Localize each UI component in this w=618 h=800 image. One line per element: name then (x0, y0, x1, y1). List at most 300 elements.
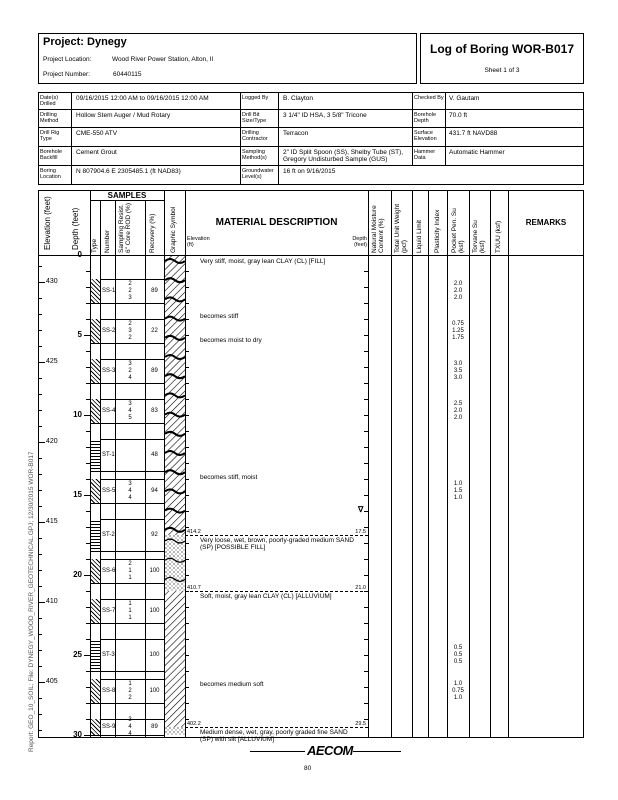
elevation-tick (38, 586, 42, 587)
recovery-value: 92 (151, 532, 158, 538)
clay-symbol (165, 591, 185, 727)
pocket-pen-value: 1.0 (453, 495, 463, 501)
sample-type-symbol (91, 279, 100, 303)
elevation-tick (38, 554, 42, 555)
elevation-tick (38, 698, 42, 699)
blow-count: 4 (128, 495, 132, 501)
desc-tick (364, 271, 368, 272)
sample-boundary (90, 671, 164, 672)
sample-boundary (90, 303, 164, 304)
depth-tick (86, 607, 90, 608)
sample-number: SS-2 (102, 328, 116, 334)
desc-tick (185, 303, 189, 304)
recovery-value: 100 (149, 652, 160, 658)
depth-tick (84, 575, 90, 576)
blow-count: 2 (128, 321, 132, 327)
desc-tick (185, 655, 189, 656)
desc-tick (185, 495, 189, 496)
desc-tick (364, 495, 368, 496)
depth-tick (86, 543, 90, 544)
project-title: Project: Dynegy (43, 36, 127, 48)
desc-tick (185, 447, 189, 448)
pocket-pen-value: 0.5 (453, 659, 463, 665)
recovery-value: 100 (149, 568, 160, 574)
project-location-label: Project Location: (43, 56, 92, 63)
elevation-tick (38, 314, 42, 315)
info-label: Drilling Contractor (242, 130, 268, 142)
depth-tick (86, 287, 90, 288)
info-value: V. Gautam (449, 95, 480, 102)
blow-count: 4 (128, 408, 132, 414)
desc-tick (364, 655, 368, 656)
desc-tick (364, 479, 368, 480)
stratum-boundary (185, 535, 368, 536)
desc-tick (185, 335, 189, 336)
desc-tick (185, 479, 189, 480)
elevation-tick (38, 666, 42, 667)
elevation-tick (38, 298, 42, 299)
pocket-pen-header: Pocket Pen. Su (ksf) (451, 208, 465, 253)
desc-tick (364, 303, 368, 304)
elevation-tick (38, 682, 45, 683)
graphic-header: Graphic Symbol (170, 206, 177, 253)
desc-tick (364, 431, 368, 432)
desc-tick (185, 575, 189, 576)
desc-tick (185, 319, 189, 320)
samples-header: SAMPLES (107, 191, 147, 200)
blow-count: 3 (128, 328, 132, 334)
sample-number: SS-9 (102, 724, 116, 730)
blow-count: 3 (128, 717, 132, 723)
recovery-value: 94 (151, 488, 158, 494)
depth-tick (86, 447, 90, 448)
blow-count: 4 (128, 488, 132, 494)
desc-tick (364, 367, 368, 368)
elevation-tick-label: 425 (46, 358, 58, 366)
pocket-pen-value: 3.0 (453, 375, 463, 381)
unit-weight-header: Total Unit Weight (pcf) (394, 203, 408, 253)
stratum-boundary (185, 727, 368, 728)
depth-tick (84, 495, 90, 496)
elevation-tick (38, 394, 42, 395)
desc-tick (185, 719, 189, 720)
elevation-tick (38, 714, 42, 715)
type-header: Type (91, 238, 98, 253)
graphic-symbol-column (165, 255, 185, 735)
pocket-pen-value: 1.25 (452, 328, 464, 334)
sample-boundary (90, 359, 164, 360)
desc-tick (185, 399, 189, 400)
material-description-text: becomes medium soft (200, 680, 264, 688)
sample-number: SS-7 (102, 608, 116, 614)
recovery-value: 100 (149, 608, 160, 614)
sample-boundary (90, 623, 164, 624)
material-description-text: becomes moist to dry (200, 336, 262, 344)
header-bottom-line (38, 255, 584, 256)
sand-fill-symbol (165, 535, 185, 591)
depth-tick (86, 351, 90, 352)
depth-tick (86, 511, 90, 512)
liquid-limit-header: Liquid Limit (416, 220, 423, 253)
sample-boundary (90, 679, 164, 680)
blows-header: Sampling Resist. 6" Core ROD (%) (118, 203, 132, 253)
elevation-tick (38, 330, 42, 331)
desc-tick (364, 287, 368, 288)
pocket-pen-value: 1.0 (453, 681, 463, 687)
sample-number: SS-5 (102, 488, 116, 494)
elevation-tick (38, 426, 42, 427)
pocket-pen-value: 2.0 (453, 295, 463, 301)
depth-tick (86, 431, 90, 432)
log-title-box (420, 33, 584, 84)
depth-tick-label: 20 (73, 570, 82, 579)
desc-tick (364, 319, 368, 320)
elevation-tick-label: 410 (46, 598, 58, 606)
blow-count: 3 (128, 481, 132, 487)
depth-tick-label: 25 (73, 650, 82, 659)
stratum-elevation: 402.2 (187, 721, 201, 727)
info-label: Drill Rig Type (40, 130, 60, 142)
sample-boundary (90, 583, 164, 584)
sample-type-symbol (91, 439, 100, 471)
remarks-header: REMARKS (525, 218, 567, 227)
blow-count: 4 (128, 724, 132, 730)
pocket-pen-value: 2.0 (453, 288, 463, 294)
elevation-tick (38, 570, 42, 571)
elevation-tick (38, 522, 45, 523)
groundwater-level-icon: ∇ (358, 505, 364, 514)
desc-tick (364, 399, 368, 400)
info-value: Cement Grout (76, 149, 117, 156)
blow-count: 2 (128, 335, 132, 341)
desc-tick (185, 431, 189, 432)
elevation-tick (38, 266, 42, 267)
material-description-text: Medium dense, wet, gray, poorly graded fine SAND (SP) with silt [ALLUVIUM] (200, 728, 348, 743)
info-label: Drilling Method (40, 112, 59, 124)
sample-boundary (90, 503, 164, 504)
pocket-pen-value: 1.0 (453, 695, 463, 701)
elevation-tick-label: 405 (46, 678, 58, 686)
recovery-header: Recovery (%) (149, 213, 156, 253)
desc-tick (185, 415, 189, 416)
sample-type-symbol (91, 719, 100, 735)
desc-tick (364, 575, 368, 576)
pocket-pen-value: 0.5 (453, 645, 463, 651)
info-value: N 807904.6 E 2305485.1 (ft NAD83) (76, 168, 181, 175)
pocket-pen-value: 0.75 (452, 688, 464, 694)
material-description-text: becomes stiff (200, 312, 239, 320)
torvane-header: Torvane Su (ksf) (472, 220, 486, 253)
blow-count: 2 (128, 368, 132, 374)
blow-count: 5 (128, 415, 132, 421)
recovery-value: 89 (151, 724, 158, 730)
blow-count: 3 (128, 361, 132, 367)
sample-number: ST-1 (102, 452, 115, 458)
sample-boundary (90, 519, 164, 520)
elevation-tick (38, 282, 45, 283)
depth-tick-label: 15 (73, 490, 82, 499)
depth-tick (86, 591, 90, 592)
pocket-pen-value: 1.5 (453, 488, 463, 494)
info-value: Hollow Stem Auger / Mud Rotary (76, 112, 171, 119)
sample-boundary (90, 439, 164, 440)
sample-boundary (90, 279, 164, 280)
desc-tick (364, 383, 368, 384)
recovery-value: 100 (149, 688, 160, 694)
project-number-value: 60440115 (113, 71, 142, 78)
depth-sub-header: Depth (feet) (352, 236, 367, 248)
desc-tick (185, 607, 189, 608)
sample-boundary (90, 319, 164, 320)
blow-count: 1 (128, 615, 132, 621)
stratum-depth: 17.5 (355, 529, 366, 535)
desc-tick (185, 559, 189, 560)
desc-tick (364, 527, 368, 528)
elevation-tick (38, 442, 45, 443)
elevation-tick (38, 650, 42, 651)
info-value: Automatic Hammer (449, 149, 505, 156)
desc-tick (364, 415, 368, 416)
number-header: Number (104, 229, 111, 253)
pocket-pen-value: 0.5 (453, 652, 463, 658)
material-description-text: becomes stiff, moist (200, 474, 258, 482)
desc-tick (185, 271, 189, 272)
sample-type-symbol (91, 639, 100, 671)
info-label: Date(s) Drilled (40, 95, 59, 107)
info-label: Borehole Depth (414, 112, 437, 124)
desc-tick (185, 703, 189, 704)
elevation-tick (38, 490, 42, 491)
stratum-boundary (185, 591, 368, 592)
sample-boundary (90, 479, 164, 480)
boring-log-table (38, 190, 584, 738)
info-label: Hammer Data (414, 149, 436, 161)
blow-count: 1 (128, 575, 132, 581)
sample-number: SS-8 (102, 688, 116, 694)
desc-tick (185, 527, 189, 528)
elevation-tick (38, 730, 42, 731)
info-value: CME-550 ATV (76, 130, 118, 137)
desc-tick (185, 383, 189, 384)
depth-tick (86, 271, 90, 272)
sample-number: ST-3 (102, 652, 115, 658)
pocket-pen-value: 0.75 (452, 321, 464, 327)
sample-type-symbol (91, 479, 100, 503)
desc-tick (364, 559, 368, 560)
moisture-header: Natural Moisture Content (%) (371, 205, 385, 253)
info-label: Logged By (242, 95, 269, 101)
sample-boundary (90, 343, 164, 344)
elevation-tick-label: 420 (46, 438, 58, 446)
txuu-header: TXUU (ksf) (495, 220, 502, 253)
side-report-note: Report: GEO_10_SOIL; File: DYNEGY_WOOD_RIVER_GEOTECHNICAL.GPJ; 12/30/2015 WOR-B017 (28, 451, 35, 752)
info-value: B. Clayton (283, 95, 313, 102)
desc-tick (185, 623, 189, 624)
info-label: Boring Location (40, 168, 61, 180)
info-label: Sampling Method(s) (242, 149, 267, 161)
sample-number: ST-2 (102, 532, 115, 538)
info-value: 16 ft on 9/16/2015 (283, 168, 336, 175)
depth-tick (86, 527, 90, 528)
sample-type-symbol (91, 519, 100, 551)
sample-boundary (90, 551, 164, 552)
blow-count: 1 (128, 608, 132, 614)
blow-count: 4 (128, 375, 132, 381)
elevation-tick-label: 415 (46, 518, 58, 526)
elevation-tick (38, 506, 42, 507)
stratum-elevation: 410.7 (187, 585, 201, 591)
depth-tick-label: 5 (77, 330, 82, 339)
desc-tick (364, 511, 368, 512)
info-label: Borehole Backfill (40, 149, 63, 161)
desc-tick (364, 623, 368, 624)
desc-tick (185, 639, 189, 640)
elevation-tick (38, 346, 42, 347)
elevation-tick (38, 378, 42, 379)
page-number: 80 (304, 765, 312, 772)
sample-number: SS-4 (102, 408, 116, 414)
blow-count: 2 (128, 688, 132, 694)
recovery-value: 89 (151, 368, 158, 374)
elevation-header: Elevation (feet) (43, 196, 52, 250)
depth-header: Depth (feet) (71, 207, 80, 250)
sample-boundary (90, 703, 164, 704)
recovery-value: 22 (151, 328, 158, 334)
elevation-tick (38, 362, 45, 363)
sample-type-symbol (91, 359, 100, 383)
sample-type-symbol (91, 599, 100, 623)
sample-boundary (90, 639, 164, 640)
project-number-label: Project Number: (43, 71, 90, 78)
desc-tick (364, 351, 368, 352)
material-description-header: MATERIAL DESCRIPTION (215, 217, 338, 228)
desc-tick (185, 511, 189, 512)
stratum-depth: 29.5 (355, 721, 366, 727)
sample-type-symbol (91, 399, 100, 423)
sample-boundary (90, 599, 164, 600)
desc-tick (364, 335, 368, 336)
desc-tick (364, 447, 368, 448)
desc-tick (364, 607, 368, 608)
elevation-tick (38, 474, 42, 475)
recovery-value: 89 (151, 288, 158, 294)
desc-tick (185, 463, 189, 464)
info-label: Checked By (414, 95, 444, 101)
blow-count: 3 (128, 401, 132, 407)
sample-type-symbol (91, 559, 100, 583)
desc-tick (185, 543, 189, 544)
desc-tick (364, 703, 368, 704)
desc-tick (364, 671, 368, 672)
elevation-tick-label: 430 (46, 278, 58, 286)
elevation-tick (38, 634, 42, 635)
blow-count: 1 (128, 601, 132, 607)
depth-tick (86, 687, 90, 688)
pocket-pen-value: 2.0 (453, 415, 463, 421)
info-label: Drill Bit Size/Type (242, 112, 267, 124)
depth-tick-label: 30 (73, 730, 82, 739)
sample-number: SS-3 (102, 368, 116, 374)
pocket-pen-value: 2.5 (453, 401, 463, 407)
recovery-value: 83 (151, 408, 158, 414)
aecom-logo: AECOM (307, 743, 353, 758)
stratum-elevation: 414.2 (187, 529, 201, 535)
elevation-tick (38, 410, 42, 411)
elevation-tick (38, 602, 45, 603)
stratum-depth: 21.0 (355, 585, 366, 591)
pocket-pen-value: 1.75 (452, 335, 464, 341)
depth-tick-label: 10 (73, 410, 82, 419)
plasticity-header: Plasticity Index (434, 209, 441, 253)
sample-boundary (90, 471, 164, 472)
desc-tick (364, 687, 368, 688)
blow-count: 1 (128, 568, 132, 574)
blow-count: 3 (128, 295, 132, 301)
blow-count: 2 (128, 561, 132, 567)
pocket-pen-value: 2.0 (453, 408, 463, 414)
sample-boundary (90, 383, 164, 384)
desc-tick (364, 719, 368, 720)
desc-tick (364, 463, 368, 464)
pocket-pen-value: 3.0 (453, 361, 463, 367)
material-description-text: Very loose, wet, brown, poorly-graded medium SAND (SP) [POSSIBLE FILL] (200, 536, 354, 551)
info-value: 2" ID Split Spoon (SS), Shelby Tube (ST), Gregory Undisturbed Sample (GUS) (283, 149, 404, 163)
sample-boundary (90, 423, 164, 424)
blow-count: 2 (128, 695, 132, 701)
material-description-text: Soft, moist, gray lean CLAY (CL) [ALLUVIUM] (200, 592, 332, 600)
info-value: 431.7 ft NAVD88 (449, 130, 498, 137)
depth-tick (84, 415, 90, 416)
desc-tick (185, 287, 189, 288)
info-value: 09/16/2015 12:00 AM to 09/16/2015 12:00 AM (76, 95, 209, 102)
blow-count: 2 (128, 288, 132, 294)
desc-tick (185, 351, 189, 352)
sample-boundary (90, 399, 164, 400)
project-location-value: Wood River Power Station, Alton, Il (112, 56, 214, 63)
pocket-pen-value: 2.0 (453, 281, 463, 287)
blow-count: 4 (128, 731, 132, 737)
sample-number: SS-6 (102, 568, 116, 574)
depth-tick (84, 335, 90, 336)
elevation-tick (38, 458, 42, 459)
info-label: Groundwater Level(s) (242, 168, 274, 180)
info-value: Terracon (283, 130, 309, 137)
depth-tick-label: 0 (77, 250, 82, 259)
blow-count: 2 (128, 281, 132, 287)
blow-count: 1 (128, 681, 132, 687)
log-title: Log of Boring WOR-B017 (430, 42, 574, 56)
elevation-sub-header: Elevation (ft) (187, 236, 210, 248)
depth-tick (86, 367, 90, 368)
depth-tick (84, 255, 90, 256)
desc-tick (185, 671, 189, 672)
pocket-pen-value: 1.0 (453, 481, 463, 487)
elevation-tick (38, 618, 42, 619)
pocket-pen-value: 3.5 (453, 368, 463, 374)
desc-tick (364, 543, 368, 544)
desc-tick (185, 367, 189, 368)
depth-tick (86, 463, 90, 464)
sample-type-symbol (91, 319, 100, 343)
elevation-tick (38, 538, 42, 539)
info-value: 70.0 ft (449, 112, 468, 119)
sample-type-symbol (91, 679, 100, 703)
sheet-number: Sheet 1 of 3 (484, 67, 520, 74)
recovery-value: 48 (151, 452, 158, 458)
desc-tick (185, 687, 189, 688)
desc-tick (364, 639, 368, 640)
sample-boundary (90, 559, 164, 560)
